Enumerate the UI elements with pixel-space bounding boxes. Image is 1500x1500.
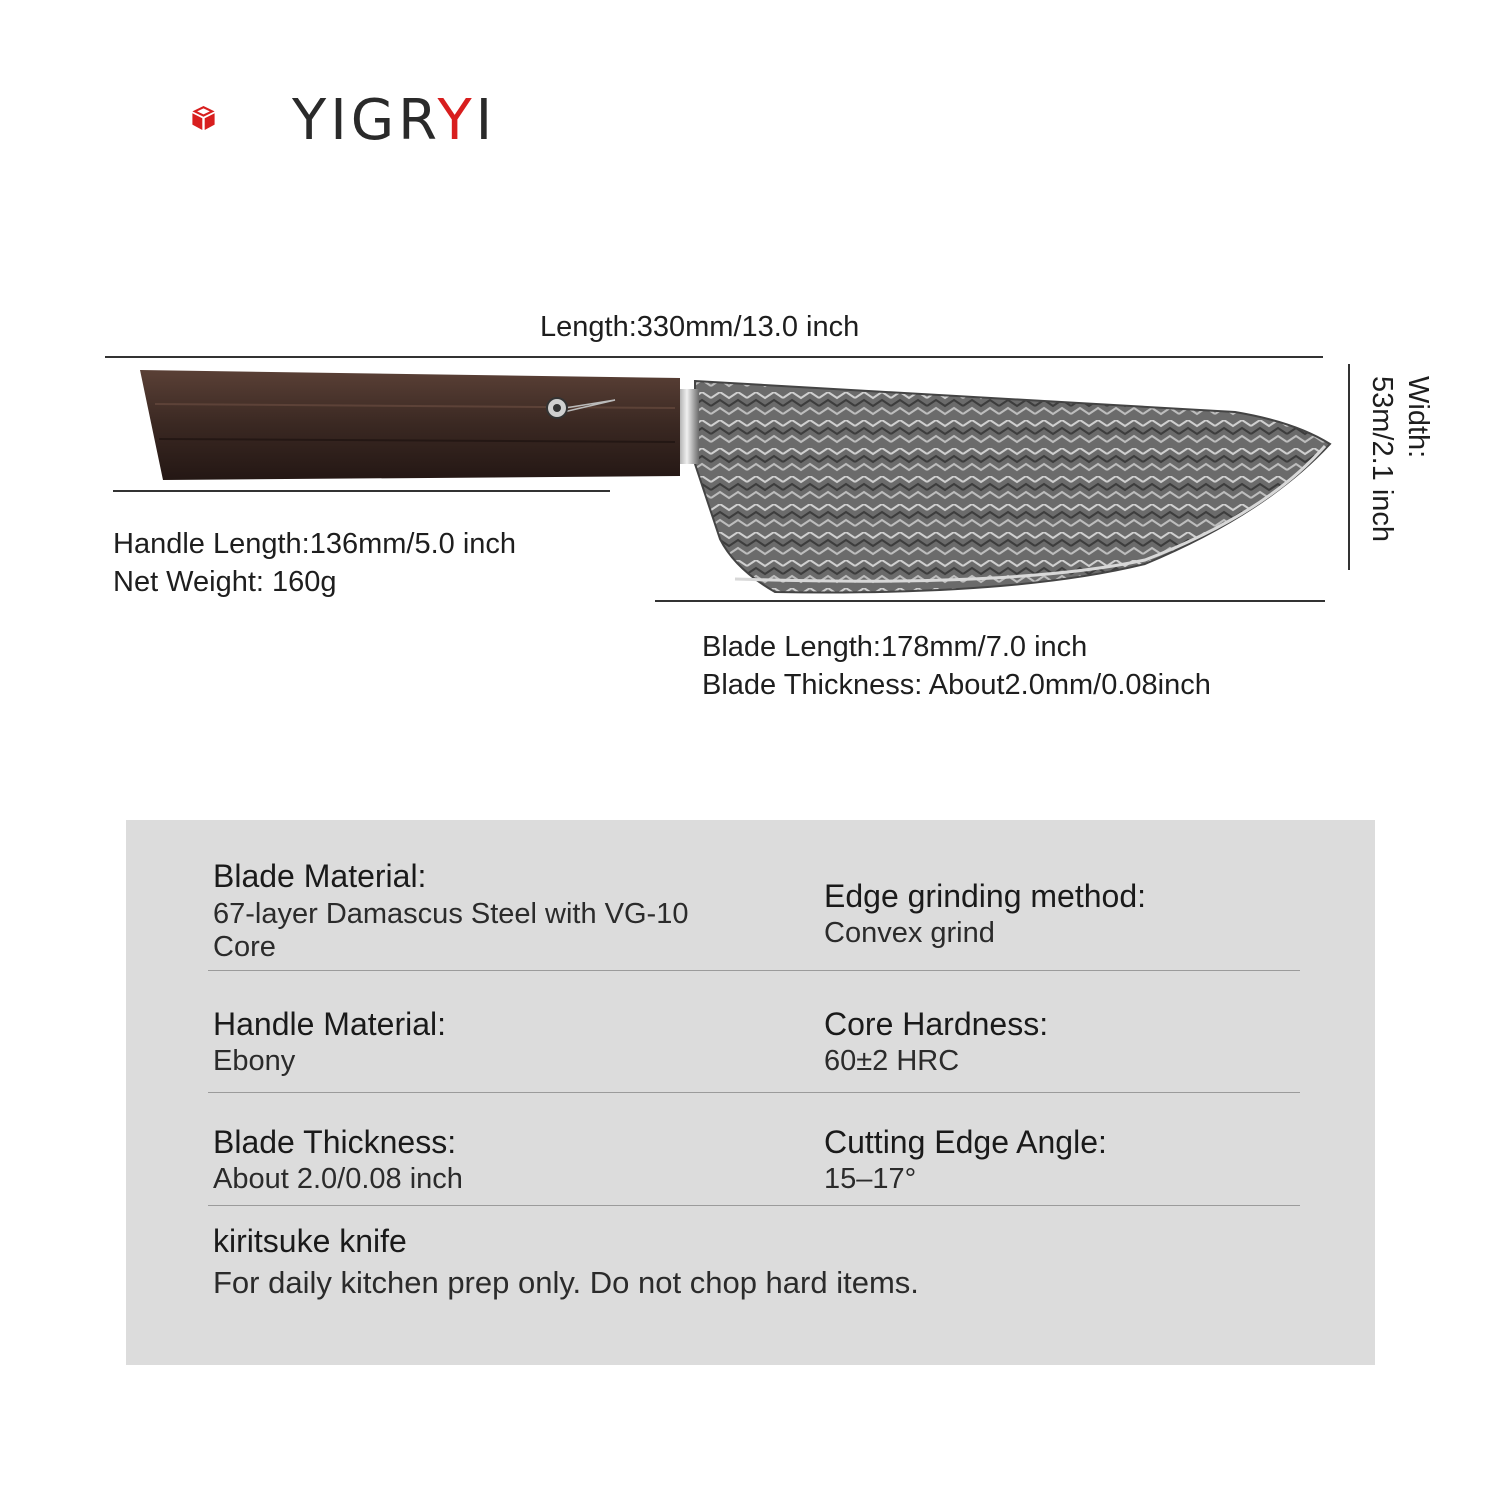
brand-logo-cube-icon	[190, 74, 280, 162]
blade-thickness-value: About 2.0/0.08 inch	[213, 1163, 463, 1195]
handle-material-value: Ebony	[213, 1045, 296, 1077]
knife-type-title: kiritsuke knife	[213, 1223, 407, 1259]
handle-length-label: Handle Length:136mm/5.0 inch	[113, 528, 517, 560]
core-hardness-value: 60±2 HRC	[824, 1045, 960, 1077]
width-text	[1364, 376, 1436, 542]
blade-thickness-dim-label: Blade Thickness: About2.0mm/0.08inch	[702, 669, 1211, 701]
width-label: Width:	[1402, 376, 1434, 459]
blade-material-label: Blade Material:	[213, 858, 427, 894]
blade-length-label: Blade Length:178mm/7.0 inch	[702, 631, 1088, 663]
net-weight-label: Net Weight: 160g	[113, 566, 337, 598]
spec-divider-2	[208, 1092, 1300, 1093]
cutting-edge-angle-value: 15–17°	[824, 1163, 917, 1195]
width-value: 53m/2.1 inch	[1366, 376, 1398, 543]
edge-grinding-value: Convex grind	[824, 917, 995, 949]
knife-image	[135, 364, 1340, 596]
brand-wordmark	[292, 88, 496, 154]
length-line	[105, 356, 1323, 358]
cutting-edge-angle-label: Cutting Edge Angle:	[824, 1124, 1107, 1160]
blade-material-value: 67-layer Damascus Steel with VG-10 Core	[213, 898, 689, 963]
brand-prefix: YIGR	[292, 88, 438, 153]
blade-thickness-label: Blade Thickness:	[213, 1124, 457, 1160]
width-line	[1348, 364, 1350, 570]
spec-panel	[126, 820, 1375, 1365]
spec-divider-1	[208, 970, 1300, 971]
width-annotation	[1368, 376, 1448, 566]
brand-suffix: I	[475, 88, 497, 153]
spec-divider-3	[208, 1205, 1300, 1206]
brand-highlight: Y	[437, 88, 476, 153]
blade-line	[655, 600, 1325, 602]
usage-note: For daily kitchen prep only. Do not chop hard items.	[213, 1265, 919, 1300]
edge-grinding-label: Edge grinding method:	[824, 878, 1146, 914]
length-label: Length:330mm/13.0 inch	[540, 311, 860, 343]
core-hardness-label: Core Hardness:	[824, 1006, 1049, 1042]
handle-material-label: Handle Material:	[213, 1006, 446, 1042]
